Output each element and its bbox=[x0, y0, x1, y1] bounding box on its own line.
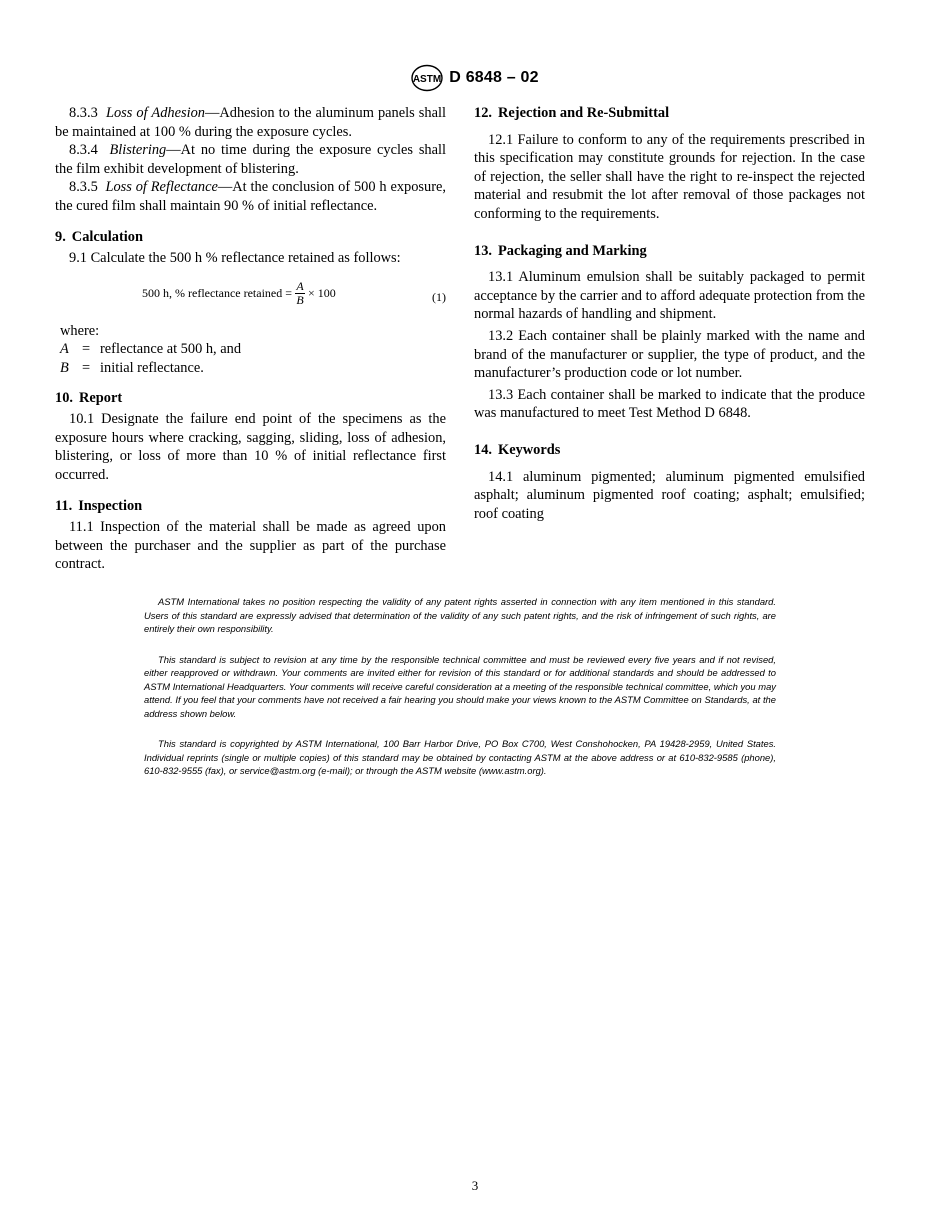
paragraph-11-1: 11.1 Inspection of the material shall be made as agreed upon between the purchaser and the supplier as part of the purchase contract. bbox=[55, 519, 446, 573]
paragraph-13-2: 13.2 Each container shall be plainly marked with the name and brand of the manufacturer or supplier, the type of product, and the manufacturer’s production code or lot number. bbox=[474, 327, 865, 382]
paragraph-9-1: 9.1 Calculate the 500 h % reflectance retained as follows: bbox=[69, 250, 401, 267]
document-designation: D 6848 – 02 bbox=[449, 69, 539, 86]
equation-fraction: $\frac{A}{B}$ bbox=[296, 278, 304, 307]
legal-notices bbox=[144, 595, 776, 795]
revision-notice: This standard is subject to revision at any time by the responsible technical committee and must be reviewed every five years and if not revised, either reapproved or withdrawn. Your comments are invited either for revision of this standard or for additional standards and should be addressed to ASTM International Headquarters. Your comments will receive careful consideration at a meeting of the responsible technical committee, which you may attend. If you feel that your comments have not received a fair hearing you should make your views known to the ASTM Committee on Standards, at the address shown below. bbox=[144, 653, 776, 719]
left-column bbox=[55, 104, 446, 574]
section-14-heading: 14. Keywords bbox=[474, 441, 561, 458]
paragraph-12-1: 12.1 Failure to conform to any of the requirements prescribed in this specification may constitute grounds for rejection. In the case of rejection, the seller shall have the right to re-inspect the rejected material and resubmit the lot after removal of those packages not conforming to the requirements. bbox=[474, 131, 865, 222]
astm-logo-icon bbox=[411, 64, 443, 92]
paragraph-13-3: 13.3 Each container shall be marked to indicate that the produce was manufactured to meet Test Method D 6848. bbox=[474, 386, 865, 422]
paragraph-10-1: 10.1 Designate the failure end point of the specimens as the exposure hours where cracking, sagging, sliding, loss of adhesion, blistering, or loss of more than 10 % of initial reflectance first occurred. bbox=[55, 411, 446, 483]
equation-rhs: × 100 bbox=[308, 285, 336, 300]
section-10-heading: 10. Report bbox=[55, 389, 123, 406]
equation-1 bbox=[55, 276, 446, 316]
copyright-notice: This standard is copyrighted by ASTM International, 100 Barr Harbor Drive, PO Box C700, West Conshohocken, PA 19428-2959, United States. Individual reprints (single or multiple copies) of this standard may be obtained by contacting ASTM at the above address or at 610-832-9585 (phone), 610-832-9555 (fax), or service@astm.org (e-mail); or through the ASTM website (www.astm.org). bbox=[144, 738, 776, 776]
paragraph-14-1: 14.1 aluminum pigmented; aluminum pigmented emulsified asphalt; aluminum pigmented roof coating; asphalt; emulsified; roof coating bbox=[474, 468, 865, 522]
section-13-heading: 13. Packaging and Marking bbox=[474, 242, 647, 259]
section-11-heading: 11. Inspection bbox=[55, 497, 143, 514]
section-12-heading: 12. Rejection and Re-Submittal bbox=[474, 105, 670, 121]
svg-text:ASTM: ASTM bbox=[413, 74, 442, 85]
paragraph-13-1: 13.1 Aluminum emulsion shall be suitably packaged to permit acceptance by the carrier and to afford adequate protection from the normal hazards of handling and shipment. bbox=[474, 269, 865, 323]
paragraph-8-3-4: 8.3.4 Blistering—At no time during the exposure cycles shall the film exhibit development of blistering. bbox=[55, 142, 447, 177]
section-9-heading: 9. Calculation bbox=[55, 228, 143, 245]
variable-definition: B = initial reflectance. bbox=[60, 359, 204, 376]
paragraph-8-3-3: 8.3.3 Loss of Adhesion—Adhesion to the aluminum panels shall be maintained at 100 % during the exposure cycles. bbox=[55, 105, 446, 140]
equation-lhs: 500 h, % reflectance retained = bbox=[142, 285, 293, 300]
where-block bbox=[55, 322, 446, 378]
paragraph-8-3-5: 8.3.5 Loss of Reflectance—At the conclusion of 500 h exposure, the cured film shall maintain 90 % of initial reflectance. bbox=[55, 179, 446, 214]
page-number: 3 bbox=[471, 1178, 479, 1193]
patent-notice: ASTM International takes no position respecting the validity of any patent rights asserted in connection with any item mentioned in this standard. Users of this standard are expressly advised that determination of the validity of any such patent rights, and the risk of infringement of such rights, are entirely their own responsibility. bbox=[144, 596, 776, 634]
equation-number: (1) bbox=[432, 289, 446, 304]
where-label: where: bbox=[60, 322, 100, 339]
variable-definition: A = reflectance at 500 h, and bbox=[60, 341, 242, 358]
page-header bbox=[0, 64, 950, 92]
right-column bbox=[474, 104, 865, 523]
